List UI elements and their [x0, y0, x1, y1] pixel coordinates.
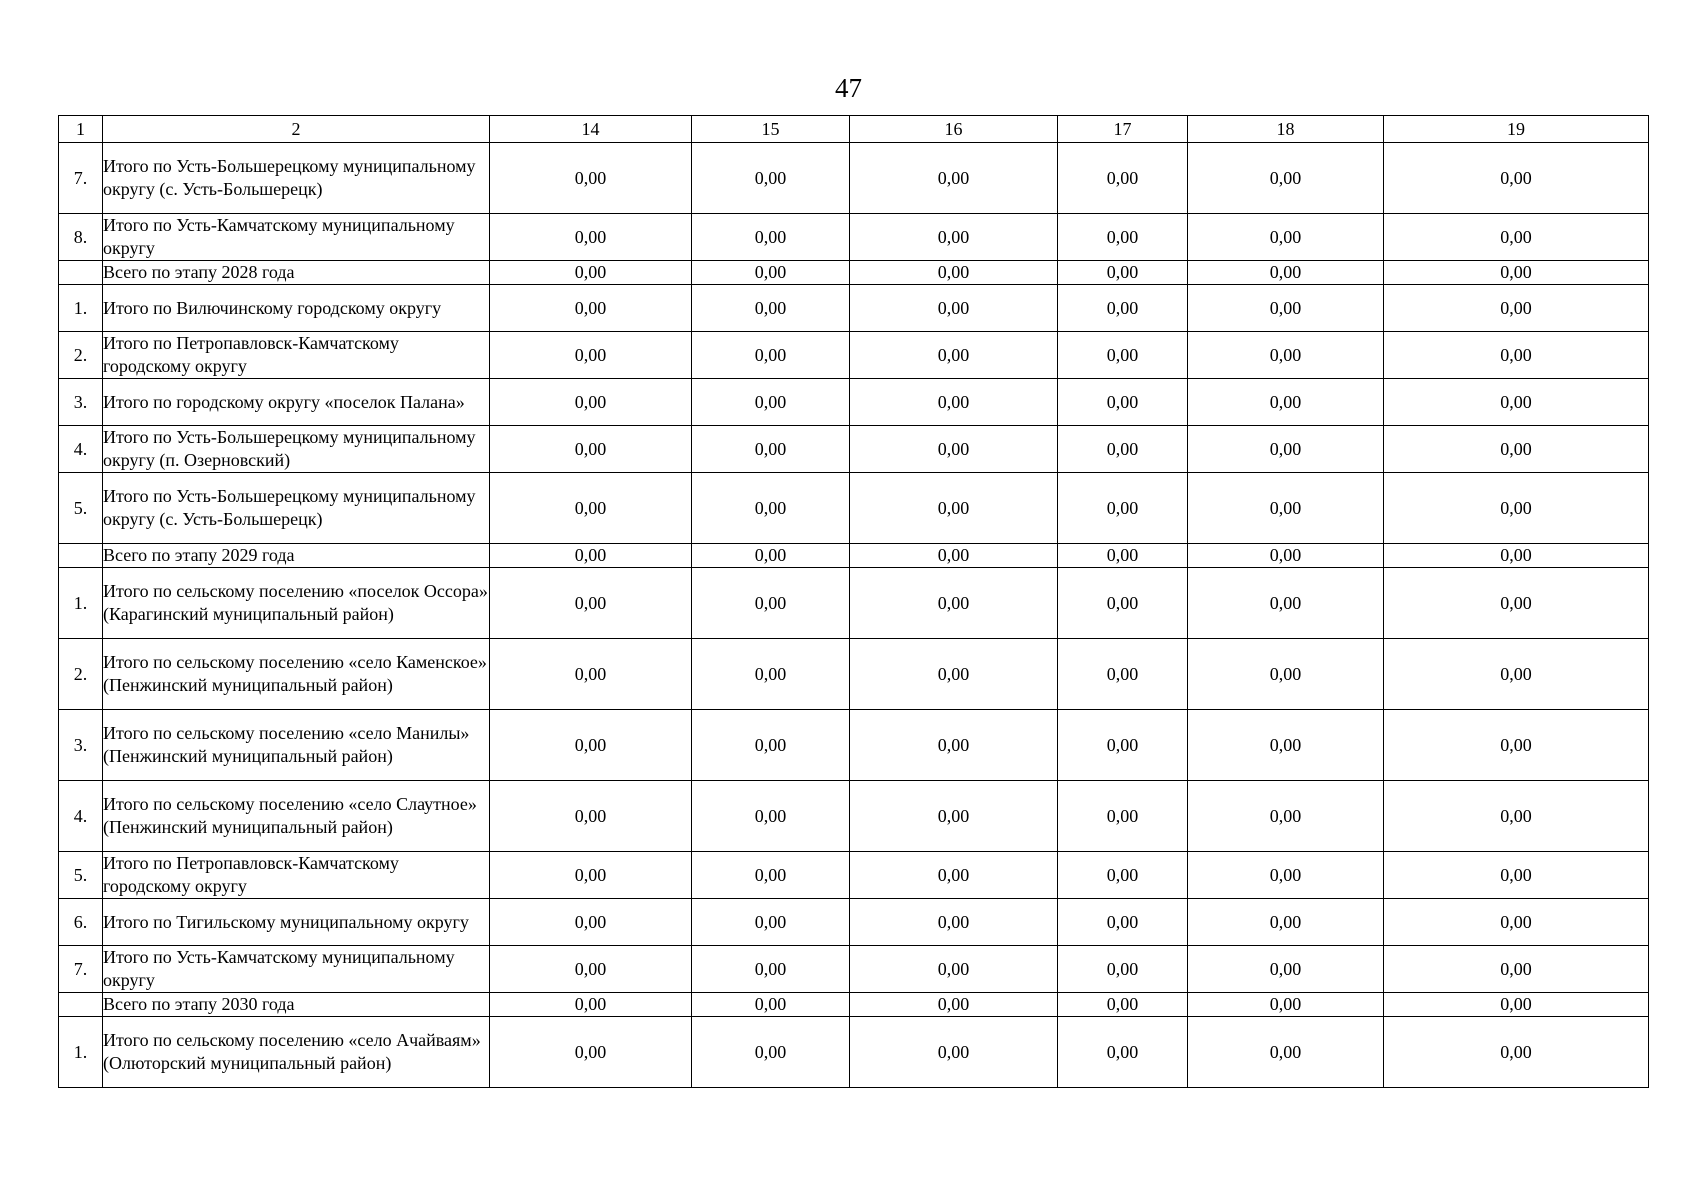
row-name: Итого по Тигильскому муниципальному округу: [103, 899, 490, 946]
header-cell: 17: [1058, 116, 1188, 143]
row-value: 0,00: [490, 426, 692, 473]
row-value: 0,00: [1384, 1017, 1649, 1088]
row-value: 0,00: [1188, 544, 1384, 568]
table-row: [59, 1017, 1649, 1088]
row-value: 0,00: [1058, 781, 1188, 852]
row-number: 1.: [59, 568, 103, 639]
row-number: 7.: [59, 946, 103, 993]
table-row: [59, 899, 1649, 946]
row-name: Итого по Усть-Камчатскому муниципальному округу: [103, 946, 490, 993]
row-value: 0,00: [692, 899, 850, 946]
row-number: 3.: [59, 710, 103, 781]
row-value: 0,00: [1058, 473, 1188, 544]
table-row: [59, 214, 1649, 261]
row-value: 0,00: [692, 143, 850, 214]
header-cell: 16: [850, 116, 1058, 143]
page-number: 47: [835, 73, 862, 103]
row-value: 0,00: [1058, 214, 1188, 261]
row-value: 0,00: [1058, 899, 1188, 946]
row-value: 0,00: [1188, 639, 1384, 710]
header-cell: 18: [1188, 116, 1384, 143]
header-cell: 15: [692, 116, 850, 143]
row-number: 5.: [59, 473, 103, 544]
row-value: 0,00: [490, 899, 692, 946]
row-value: 0,00: [850, 899, 1058, 946]
row-value: 0,00: [1188, 332, 1384, 379]
row-number: 1.: [59, 1017, 103, 1088]
row-value: 0,00: [1384, 852, 1649, 899]
row-value: 0,00: [1058, 332, 1188, 379]
row-number: 2.: [59, 639, 103, 710]
row-value: 0,00: [1384, 426, 1649, 473]
row-name: Всего по этапу 2029 года: [103, 544, 490, 568]
row-value: 0,00: [850, 993, 1058, 1017]
row-value: 0,00: [1188, 710, 1384, 781]
row-value: 0,00: [850, 710, 1058, 781]
row-value: 0,00: [1188, 852, 1384, 899]
row-value: 0,00: [1058, 285, 1188, 332]
row-value: 0,00: [850, 568, 1058, 639]
table-row: [59, 639, 1649, 710]
row-value: 0,00: [692, 473, 850, 544]
row-value: 0,00: [490, 852, 692, 899]
row-value: 0,00: [692, 214, 850, 261]
row-value: 0,00: [850, 426, 1058, 473]
row-value: 0,00: [490, 261, 692, 285]
row-value: 0,00: [1058, 639, 1188, 710]
row-number: 4.: [59, 781, 103, 852]
row-value: 0,00: [850, 332, 1058, 379]
row-value: 0,00: [1058, 710, 1188, 781]
row-value: 0,00: [692, 379, 850, 426]
row-name: Итого по сельскому поселению «село Слаутное» (Пенжинский муниципальный район): [103, 781, 490, 852]
row-value: 0,00: [490, 1017, 692, 1088]
row-name: Итого по Усть-Большерецкому муниципальному округу (с. Усть-Большерецк): [103, 143, 490, 214]
row-value: 0,00: [1188, 568, 1384, 639]
row-number: [59, 544, 103, 568]
row-value: 0,00: [1188, 473, 1384, 544]
row-value: 0,00: [1058, 993, 1188, 1017]
row-value: 0,00: [1384, 544, 1649, 568]
row-number: 6.: [59, 899, 103, 946]
row-number: 5.: [59, 852, 103, 899]
row-value: 0,00: [1058, 852, 1188, 899]
row-value: 0,00: [692, 426, 850, 473]
row-name: Итого по сельскому поселению «село Каменское» (Пенжинский муниципальный район): [103, 639, 490, 710]
row-value: 0,00: [692, 946, 850, 993]
row-value: 0,00: [1188, 379, 1384, 426]
header-row: [59, 116, 1649, 143]
row-value: 0,00: [1188, 214, 1384, 261]
row-value: 0,00: [692, 639, 850, 710]
row-name: Итого по сельскому поселению «село Манилы» (Пенжинский муниципальный район): [103, 710, 490, 781]
row-value: 0,00: [692, 568, 850, 639]
row-value: 0,00: [692, 285, 850, 332]
row-value: 0,00: [692, 993, 850, 1017]
row-value: 0,00: [490, 285, 692, 332]
row-value: 0,00: [1384, 710, 1649, 781]
row-value: 0,00: [692, 710, 850, 781]
row-value: 0,00: [490, 946, 692, 993]
row-value: 0,00: [1058, 1017, 1188, 1088]
row-value: 0,00: [1384, 946, 1649, 993]
row-number: [59, 261, 103, 285]
row-name: Итого по Усть-Большерецкому муниципальному округу (с. Усть-Большерецк): [103, 473, 490, 544]
row-value: 0,00: [1188, 946, 1384, 993]
row-value: 0,00: [490, 993, 692, 1017]
row-value: 0,00: [850, 143, 1058, 214]
row-value: 0,00: [490, 379, 692, 426]
total-row: [59, 261, 1649, 285]
row-value: 0,00: [850, 1017, 1058, 1088]
row-value: 0,00: [490, 781, 692, 852]
row-value: 0,00: [1058, 143, 1188, 214]
row-value: 0,00: [1188, 143, 1384, 214]
row-value: 0,00: [1188, 426, 1384, 473]
row-value: 0,00: [1188, 899, 1384, 946]
row-value: 0,00: [1384, 473, 1649, 544]
row-value: 0,00: [1384, 899, 1649, 946]
row-value: 0,00: [1384, 639, 1649, 710]
table-row: [59, 946, 1649, 993]
row-name: Итого по Петропавловск-Камчатскому городскому округу: [103, 852, 490, 899]
table-row: [59, 781, 1649, 852]
row-value: 0,00: [490, 639, 692, 710]
row-value: 0,00: [1384, 261, 1649, 285]
row-name: Итого по сельскому поселению «село Ачайваям» (Олюторский муниципальный район): [103, 1017, 490, 1088]
table-row: [59, 379, 1649, 426]
table-row: [59, 568, 1649, 639]
row-value: 0,00: [1188, 1017, 1384, 1088]
row-value: 0,00: [490, 568, 692, 639]
row-value: 0,00: [1188, 993, 1384, 1017]
row-value: 0,00: [850, 544, 1058, 568]
row-name: Итого по Петропавловск-Камчатскому городскому округу: [103, 332, 490, 379]
row-number: 1.: [59, 285, 103, 332]
row-value: 0,00: [850, 473, 1058, 544]
row-value: 0,00: [1384, 568, 1649, 639]
row-name: Всего по этапу 2028 года: [103, 261, 490, 285]
table-row: [59, 710, 1649, 781]
total-row: [59, 993, 1649, 1017]
row-name: Всего по этапу 2030 года: [103, 993, 490, 1017]
row-value: 0,00: [490, 332, 692, 379]
row-value: 0,00: [1384, 379, 1649, 426]
row-name: Итого по городскому округу «поселок Палана»: [103, 379, 490, 426]
row-value: 0,00: [1058, 426, 1188, 473]
row-value: 0,00: [1058, 568, 1188, 639]
row-value: 0,00: [850, 639, 1058, 710]
table-row: [59, 473, 1649, 544]
table-row: [59, 285, 1649, 332]
row-value: 0,00: [692, 852, 850, 899]
row-value: 0,00: [692, 261, 850, 285]
row-number: 8.: [59, 214, 103, 261]
row-number: 7.: [59, 143, 103, 214]
row-value: 0,00: [850, 946, 1058, 993]
row-value: 0,00: [490, 710, 692, 781]
row-number: 3.: [59, 379, 103, 426]
row-value: 0,00: [1188, 781, 1384, 852]
row-number: 2.: [59, 332, 103, 379]
row-value: 0,00: [1058, 946, 1188, 993]
header-cell: 1: [59, 116, 103, 143]
row-name: Итого по сельскому поселению «поселок Оссора» (Карагинский муниципальный район): [103, 568, 490, 639]
total-row: [59, 544, 1649, 568]
row-value: 0,00: [692, 1017, 850, 1088]
row-value: 0,00: [1384, 781, 1649, 852]
row-number: 4.: [59, 426, 103, 473]
row-value: 0,00: [692, 332, 850, 379]
row-value: 0,00: [850, 852, 1058, 899]
row-value: 0,00: [1188, 285, 1384, 332]
table-row: [59, 426, 1649, 473]
row-value: 0,00: [490, 473, 692, 544]
row-value: 0,00: [1384, 993, 1649, 1017]
table-row: [59, 852, 1649, 899]
row-number: [59, 993, 103, 1017]
row-value: 0,00: [490, 544, 692, 568]
row-value: 0,00: [692, 781, 850, 852]
row-value: 0,00: [850, 285, 1058, 332]
row-value: 0,00: [1384, 214, 1649, 261]
header-cell: 19: [1384, 116, 1649, 143]
row-value: 0,00: [1384, 143, 1649, 214]
row-value: 0,00: [1384, 285, 1649, 332]
data-table: [58, 115, 1649, 1088]
row-value: 0,00: [1058, 379, 1188, 426]
row-value: 0,00: [1058, 544, 1188, 568]
row-value: 0,00: [1384, 332, 1649, 379]
row-name: Итого по Усть-Камчатскому муниципальному округу: [103, 214, 490, 261]
row-value: 0,00: [850, 379, 1058, 426]
row-value: 0,00: [850, 214, 1058, 261]
row-value: 0,00: [490, 214, 692, 261]
header-cell: 14: [490, 116, 692, 143]
row-name: Итого по Усть-Большерецкому муниципальному округу (п. Озерновский): [103, 426, 490, 473]
row-value: 0,00: [490, 143, 692, 214]
row-value: 0,00: [692, 544, 850, 568]
row-value: 0,00: [850, 781, 1058, 852]
table-row: [59, 143, 1649, 214]
header-cell: 2: [103, 116, 490, 143]
row-value: 0,00: [1188, 261, 1384, 285]
row-name: Итого по Вилючинскому городскому округу: [103, 285, 490, 332]
table-row: [59, 332, 1649, 379]
row-value: 0,00: [850, 261, 1058, 285]
row-value: 0,00: [1058, 261, 1188, 285]
